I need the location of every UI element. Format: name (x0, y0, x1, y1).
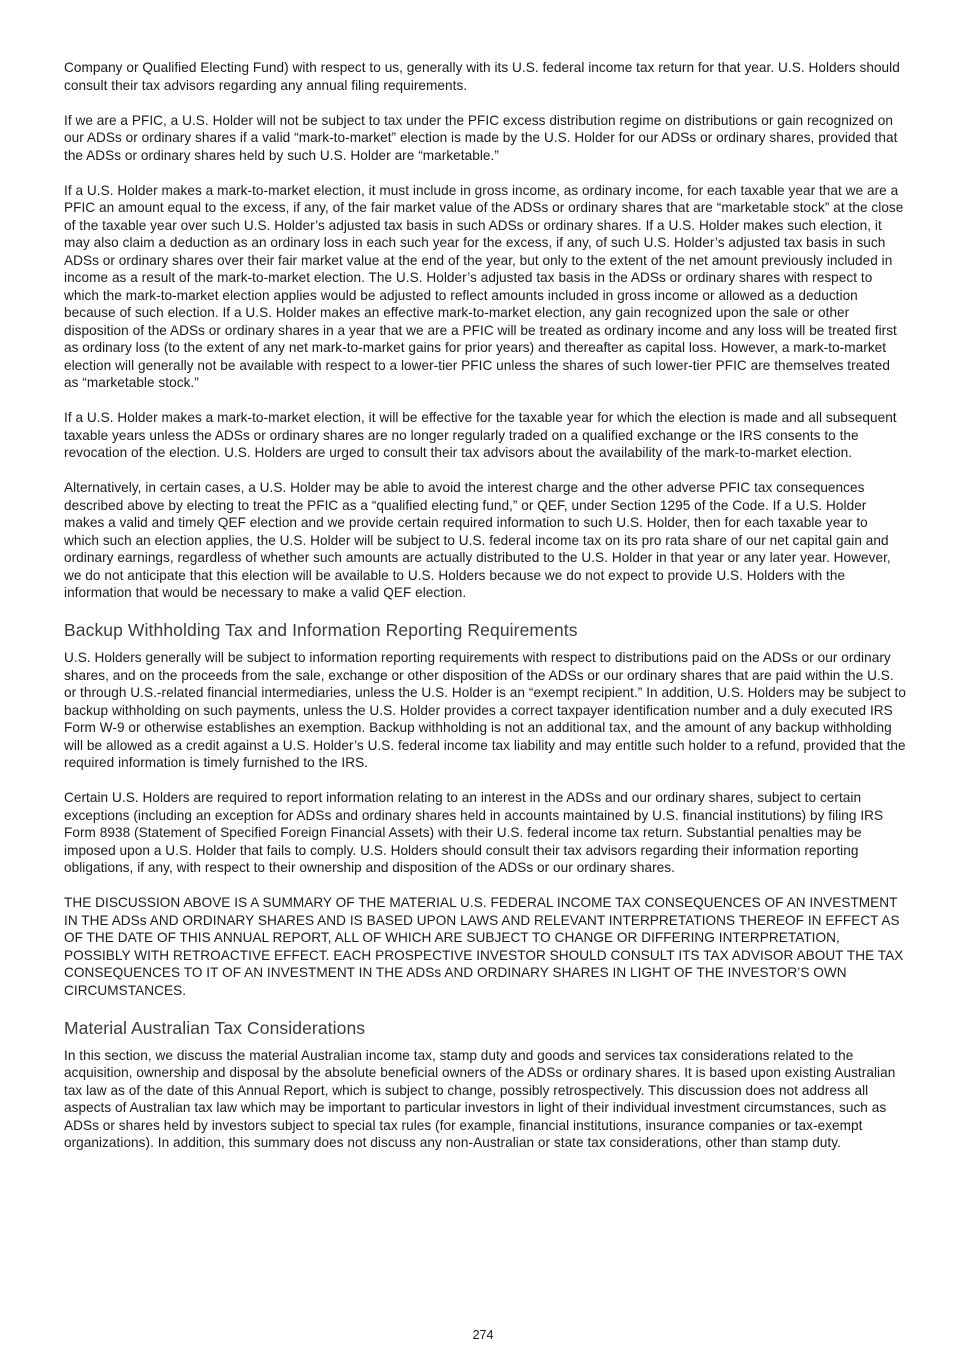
paragraph-qef-filing: Company or Qualified Electing Fund) with respect to us, generally with its U.S. federal income tax return for that year. U.S. Holders should consult their tax advisors regarding any annual filing requirements. (64, 60, 900, 93)
paragraph-information-reporting: U.S. Holders generally will be subject to information reporting requirements with respect to distributions paid on the ADSs or our ordinary shares, and on the proceeds from the sale, exchange or other disposition of the ADSs or our ordinary shares that are paid within the U.S. or through U.S.-related financial intermediaries, unless the U.S. Holder is an “exempt recipient.” In addition, U.S. Holders may be subject to backup withholding on such payments, unless the U.S. Holder provides a correct taxpayer identification number and a duly executed IRS Form W-9 or otherwise establishes an exemption. Backup withholding is not an additional tax, and the amount of any backup withholding will be allowed as a credit against a U.S. Holder’s U.S. federal income tax liability and may entitle such holder to a refund, provided that the required information is timely furnished to the IRS. (64, 650, 906, 770)
page-number: 274 (472, 1328, 494, 1342)
paragraph-mark-to-market-details: If a U.S. Holder makes a mark-to-market election, it must include in gross income, as ordinary income, for each taxable year that we are a PFIC an amount equal to the excess, if any, of the fair market value of the ADSs or ordinary shares that are “marketable stock” at the close of the taxable year over such U.S. Holder’s adjusted tax basis in such ADSs or ordinary shares. If a U.S. Holder makes such election, it may also claim a deduction as an ordinary loss in each such year for the excess, if any, of such U.S. Holder’s adjusted tax basis in such ADSs or ordinary shares over their fair market value at the end of the year, but only to the extent of the net amount previously included in income as a result of the mark-to-market election. The U.S. Holder’s adjusted tax basis in the ADSs or ordinary shares with respect to which the mark-to-market election applies would be adjusted to reflect amounts included in gross income or allowed as a deduction because of such election. If a U.S. Holder makes an effective mark-to-market election, any gain recognized upon the sale or other disposition of the ADSs or ordinary shares in a year that we are a PFIC will be treated as ordinary income and any loss will be treated first as ordinary loss (to the extent of any net mark-to-market gains for prior years) and thereafter as capital loss. However, a mark-to-market election will generally not be available with respect to a lower-tier PFIC unless the shares of such lower-tier PFIC are themselves treated as “marketable stock.” (64, 182, 904, 390)
paragraph-qef-election: Alternatively, in certain cases, a U.S. Holder may be able to avoid the interest charge and the other adverse PFIC tax consequences described above by electing to treat the PFIC as a “qualified electing fund,” or QEF, under Section 1295 of the Code. If a U.S. Holder makes a valid and timely QEF election and we provide certain required information to such U.S. Holder, then for each taxable year to which such an election applies, the U.S. Holder will be subject to U.S. federal income tax on its pro rata share of our net capital gain and ordinary earnings, regardless of whether such amounts are actually distributed to the U.S. Holder in that year or any later year. However, we do not anticipate that this election will be available to U.S. Holders because we do not expect to provide U.S. Holders with the information that would be necessary to make a valid QEF election. (64, 480, 891, 600)
section-heading-australian-tax: Material Australian Tax Considerations (64, 1017, 366, 1038)
paragraph-australian-tax-intro: In this section, we discuss the material Australian income tax, stamp duty and goods and services tax considerations related to the acquisition, ownership and disposal by the absolute beneficial owners of the ADSs or ordinary shares. It is based upon existing Australian tax law as of the date of this Annual Report, which is subject to change, possibly retrospectively. This discussion does not address all aspects of Australian tax law which may be important to particular investors in light of their individual investment circumstances, such as ADSs or shares held by investors subject to special tax rules (for example, financial institutions, insurance companies or tax-exempt organizations). In addition, this summary does not discuss any non-Australian or state tax considerations, other than stamp duty. (64, 1047, 896, 1150)
document-page (64, 59, 906, 1169)
paragraph-mark-to-market-effective: If a U.S. Holder makes a mark-to-market election, it will be effective for the taxable year for which the election is made and all subsequent taxable years unless the ADSs or ordinary shares are no longer regularly traded on a qualified exchange or the IRS consents to the revocation of the election. U.S. Holders are urged to consult their tax advisors about the availability of the mark-to-market election. (64, 410, 897, 460)
paragraph-summary-disclaimer: THE DISCUSSION ABOVE IS A SUMMARY OF THE MATERIAL U.S. FEDERAL INCOME TAX CONSEQUENCES OF AN INVESTMENT IN THE ADSs AND ORDINARY SHARES AND IS BASED UPON LAWS AND RELEVANT INTERPRETATIONS THEREOF IN EFFECT AS OF THE DATE OF THIS ANNUAL REPORT, ALL OF WHICH ARE SUBJECT TO CHANGE OR DIFFERING INTERPRETATION, POSSIBLY WITH RETROACTIVE EFFECT. EACH PROSPECTIVE INVESTOR SHOULD CONSULT ITS TAX ADVISOR ABOUT THE TAX CONSEQUENCES TO IT OF AN INVESTMENT IN THE ADSs AND ORDINARY SHARES IN LIGHT OF THE INVESTOR’S OWN CIRCUMSTANCES. (64, 895, 904, 998)
paragraph-form-8938: Certain U.S. Holders are required to report information relating to an interest in the ADSs and our ordinary shares, subject to certain exceptions (including an exception for ADSs and ordinary shares held in accounts maintained by U.S. financial institutions) by filing IRS Form 8938 (Statement of Specified Foreign Financial Assets) with their U.S. federal income tax return. Substantial penalties may be imposed upon a U.S. Holder that fails to comply. U.S. Holders should consult their tax advisors regarding their information reporting obligations, if any, with respect to their ownership and disposition of the ADSs or our ordinary shares. (64, 790, 884, 875)
section-heading-backup-withholding: Backup Withholding Tax and Information Reporting Requirements (64, 620, 578, 640)
paragraph-mark-to-market-intro: If we are a PFIC, a U.S. Holder will not be subject to tax under the PFIC excess distribution regime on distributions or gain recognized on our ADSs or ordinary shares if a valid “mark-to-market” election is made by the U.S. Holder for our ADSs or ordinary shares, provided that the ADSs or ordinary shares held by such U.S. Holder are “marketable.” (64, 112, 898, 163)
